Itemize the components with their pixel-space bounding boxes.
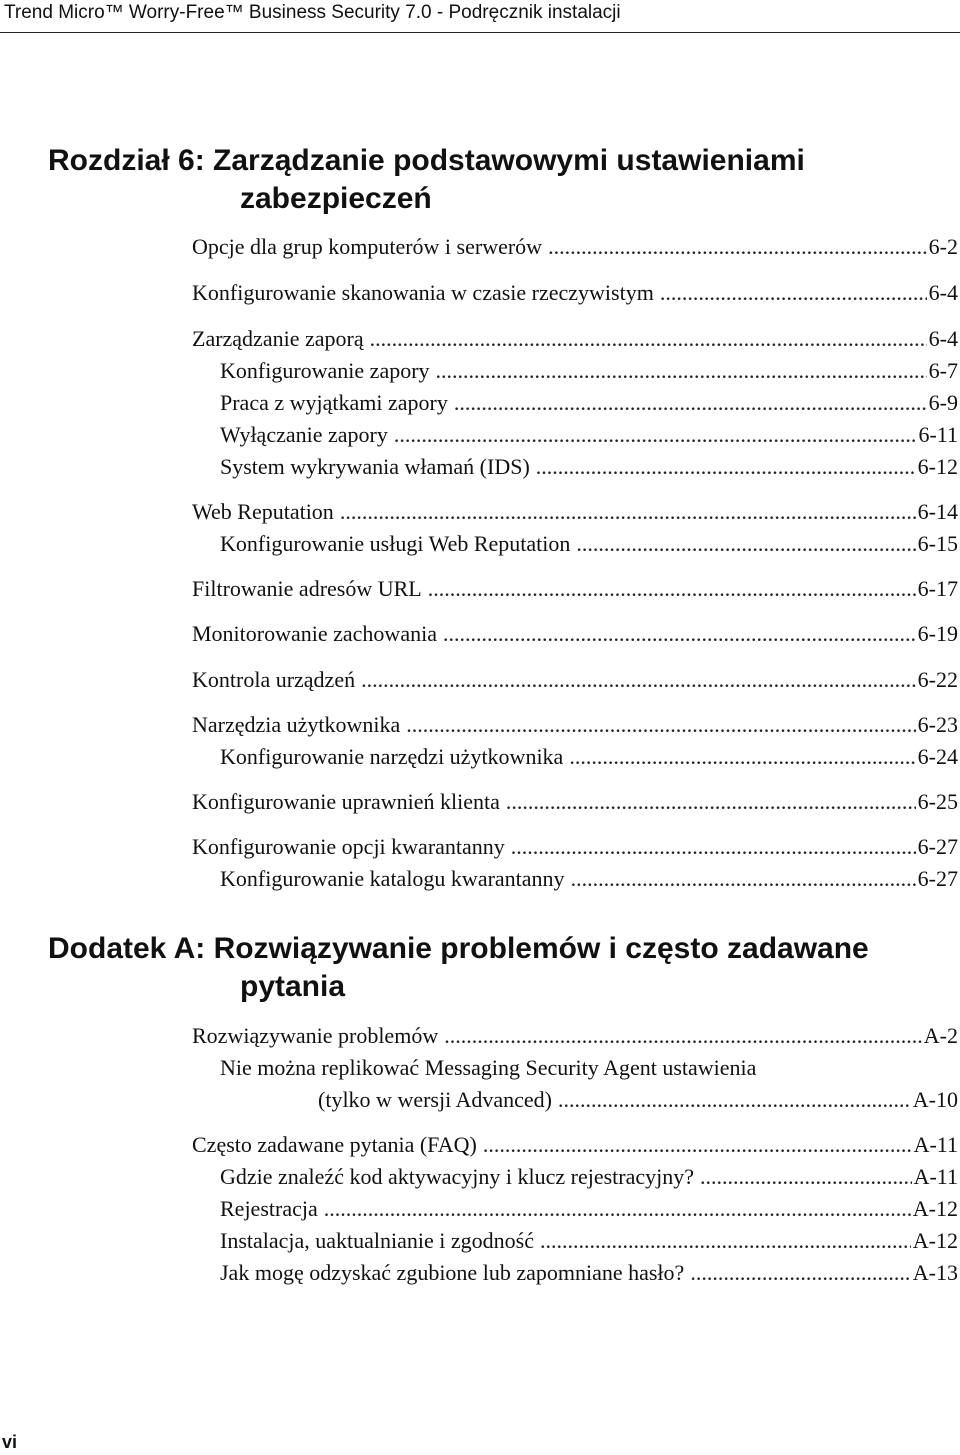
toc-entry[interactable] [192,787,958,817]
toc-entry-page: 6-24 [917,744,958,769]
toc-entry-page: 6-14 [917,499,958,524]
toc-entry[interactable] [192,232,958,262]
toc-entry-title: Rejestracja [220,1196,318,1221]
toc-entry-page: A-12 [912,1196,958,1221]
toc-entry-title: Gdzie znaleźć kod aktywacyjny i klucz rejestracyjny? [220,1164,694,1189]
toc-entry-page: A-10 [912,1087,958,1112]
toc-subentry[interactable] [220,420,958,450]
toc-entry-title: Narzędzia użytkownika [192,712,401,737]
toc-entry-title: Kontrola urządzeń [192,667,356,692]
toc-entry[interactable] [192,710,958,740]
toc-entry-page: 6-9 [928,390,958,415]
page-number: vi [2,1432,18,1452]
toc-entry-title: Praca z wyjątkami zapory [220,390,448,415]
dot-leader [324,1194,911,1224]
appendix-heading [48,930,948,1006]
toc-entry-page: 6-23 [917,712,958,737]
dot-leader [454,388,927,418]
toc-entry-title: Konfigurowanie narzędzi użytkownika [220,744,564,769]
toc-subentry[interactable] [220,452,958,482]
dot-leader [558,1085,911,1115]
appendix-heading-line1: Dodatek A: Rozwiązywanie problemów i często zadawane [48,932,869,965]
dot-leader [506,787,916,817]
toc-entry-page: 6-17 [917,576,958,601]
toc-subentry[interactable] [220,864,958,894]
toc-entry[interactable] [192,324,958,354]
toc-entry[interactable] [192,497,958,527]
dot-leader [406,710,915,740]
toc-entry-title: Konfigurowanie skanowania w czasie rzeczywistym [192,280,654,305]
toc-entry-page: 6-27 [917,866,958,891]
dot-leader [443,619,916,649]
dot-leader [436,356,927,386]
toc-subentry[interactable] [220,742,958,772]
toc-entry-title: Zarządzanie zaporą [192,326,364,351]
toc-entry[interactable] [192,832,958,862]
toc-subentry[interactable] [220,529,958,559]
toc-subentry[interactable] [220,1194,958,1224]
toc-entry-page: 6-4 [928,326,958,351]
toc-entry-page: 6-15 [917,531,958,556]
dot-leader [576,529,915,559]
dot-leader [548,232,927,262]
toc-entry-page: 6-11 [918,422,958,447]
toc-subentry[interactable] [220,356,958,386]
toc-entry-page: 6-19 [917,621,958,646]
toc-entry[interactable] [192,665,958,695]
toc-entry-page: A-2 [923,1023,958,1048]
toc-entry-title: Konfigurowanie usługi Web Reputation [220,531,571,556]
appendix-heading-line2: pytania [240,970,346,1003]
dot-leader [428,574,916,604]
toc-entry-page: 6-12 [917,454,958,479]
toc-subentry-line2[interactable] [318,1085,958,1115]
toc-entry-page: 6-25 [917,789,958,814]
dot-leader [690,1258,910,1288]
toc-entry-title: Konfigurowanie katalogu kwarantanny [220,866,565,891]
toc-entry-title: (tylko w wersji Advanced) [318,1087,552,1112]
dot-leader [370,324,927,354]
toc-entry[interactable] [192,1130,958,1160]
toc-subentry[interactable] [220,1226,958,1256]
chapter-heading [48,142,948,218]
dot-leader [569,742,915,772]
toc-entry-title: Filtrowanie adresów URL [192,576,422,601]
toc-subentry-line1[interactable]: Nie można replikować Messaging Security Agent ustawienia [220,1055,757,1080]
chapter-heading-line2: zabezpieczeń [240,182,432,215]
toc-entry-title: Wyłączanie zapory [220,422,388,447]
dot-leader [340,497,916,527]
toc-entry-page: 6-7 [928,358,958,383]
toc-entry-title: Opcje dla grup komputerów i serwerów [192,234,543,259]
header-title: Trend Micro™ Worry-Free™ Business Security 7.0 - Podręcznik instalacji [4,2,621,23]
toc-entry-page: 6-27 [917,834,958,859]
toc-entry-title: System wykrywania włamań (IDS) [220,454,530,479]
toc-entry-title: Monitorowanie zachowania [192,621,437,646]
dot-leader [700,1162,912,1192]
toc-entry-title: Rozwiązywanie problemów [192,1023,439,1048]
dot-leader [394,420,917,450]
dot-leader [444,1021,922,1051]
toc-subentry[interactable] [220,1162,958,1192]
header-rule [0,32,960,33]
toc-entry-page: 6-22 [917,667,958,692]
toc-entry-title: Często zadawane pytania (FAQ) [192,1132,477,1157]
dot-leader [536,452,916,482]
toc-subentry[interactable] [220,1258,958,1288]
toc-entry-title: Konfigurowanie uprawnień klienta [192,789,500,814]
dot-leader [540,1226,911,1256]
toc-entry-page: 6-4 [928,280,958,305]
toc-entry-title: Web Reputation [192,499,334,524]
toc-entry[interactable] [192,278,958,308]
toc-entry-title: Konfigurowanie zapory [220,358,430,383]
toc-subentry[interactable] [220,388,958,418]
toc-entry-page: A-11 [913,1132,958,1157]
toc-entry-page: A-11 [913,1164,958,1189]
toc-entry[interactable] [192,619,958,649]
toc-entry[interactable] [192,1021,958,1051]
toc-entry-page: A-12 [912,1228,958,1253]
dot-leader [483,1130,912,1160]
toc-entry[interactable] [192,574,958,604]
toc-entry-title: Konfigurowanie opcji kwarantanny [192,834,505,859]
dot-leader [660,278,927,308]
dot-leader [571,864,916,894]
toc-entry-page: A-13 [912,1260,958,1285]
dot-leader [361,665,916,695]
chapter-heading-line1: Rozdział 6: Zarządzanie podstawowymi ustawieniami [48,144,805,177]
toc-entry-page: 6-2 [928,234,958,259]
toc-entry-title: Instalacja, uaktualnianie i zgodność [220,1228,534,1253]
dot-leader [511,832,916,862]
toc-entry-title: Jak mogę odzyskać zgubione lub zapomniane hasło? [220,1260,685,1285]
